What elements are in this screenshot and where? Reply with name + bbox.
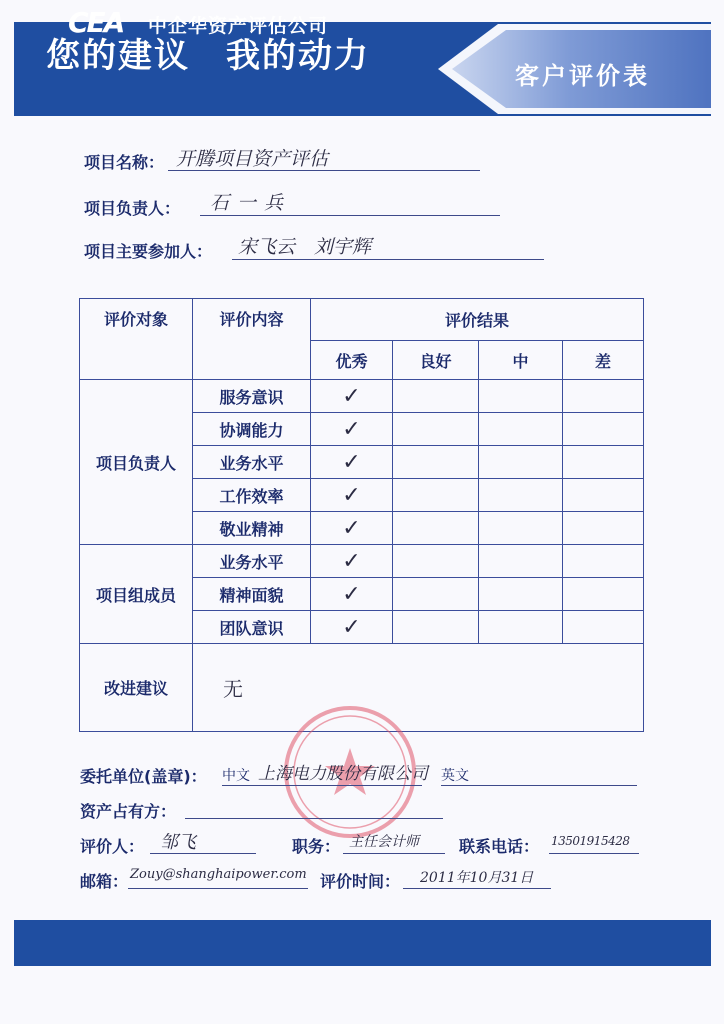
phone-line — [549, 853, 639, 854]
empty-cell — [563, 380, 644, 413]
date-line — [403, 888, 551, 889]
col-header-result: 评价结果 — [311, 299, 644, 341]
project-name-value: 开腾项目资产评估 — [176, 148, 329, 170]
empty-cell — [563, 446, 644, 479]
check-mark: ✓ — [311, 611, 393, 644]
empty-cell — [563, 512, 644, 545]
owner-line — [185, 818, 443, 819]
item-label: 业务水平 — [193, 545, 311, 578]
evaluator-label: 评价人： — [80, 837, 145, 856]
empty-cell — [563, 545, 644, 578]
client-en-label: 英文 — [441, 768, 469, 784]
project-members-label: 项目主要参加人： — [84, 242, 213, 261]
position-value: 主任会计师 — [349, 834, 419, 850]
empty-cell — [563, 413, 644, 446]
empty-cell — [393, 479, 479, 512]
empty-cell — [479, 545, 563, 578]
company-name: 中企华资产评估公司 — [148, 15, 329, 37]
empty-cell — [479, 578, 563, 611]
header-slogan: 您的建议 我的动力 — [46, 36, 370, 76]
empty-cell — [479, 380, 563, 413]
project-leader-label: 项目负责人： — [84, 199, 181, 218]
check-mark: ✓ — [311, 545, 393, 578]
phone-value: 13501915428 — [551, 834, 630, 848]
empty-cell — [479, 413, 563, 446]
item-label: 精神面貌 — [193, 578, 311, 611]
empty-cell — [393, 413, 479, 446]
check-mark: ✓ — [311, 578, 393, 611]
client-en-line — [441, 785, 637, 786]
phone-label: 联系电话： — [459, 837, 540, 856]
email-line — [128, 888, 308, 889]
empty-cell — [479, 611, 563, 644]
empty-cell — [563, 611, 644, 644]
col-header-content: 评价内容 — [193, 299, 311, 380]
date-label: 评价时间： — [320, 872, 401, 891]
footer-banner — [14, 920, 711, 966]
empty-cell — [393, 578, 479, 611]
project-members-line — [232, 259, 544, 260]
col-header-object: 评价对象 — [80, 299, 193, 380]
form-title: 客户评价表 — [515, 62, 650, 90]
check-mark: ✓ — [311, 413, 393, 446]
empty-cell — [563, 479, 644, 512]
client-cn-line — [222, 785, 422, 786]
empty-cell — [479, 479, 563, 512]
email-value: Zouy@shanghaipower.com — [130, 867, 307, 882]
suggest-value: 无 — [193, 644, 644, 732]
check-mark: ✓ — [311, 380, 393, 413]
empty-cell — [563, 578, 644, 611]
grade-average: 中 — [479, 341, 563, 380]
empty-cell — [393, 446, 479, 479]
empty-cell — [479, 512, 563, 545]
check-mark: ✓ — [311, 479, 393, 512]
item-label: 工作效率 — [193, 479, 311, 512]
item-label: 服务意识 — [193, 380, 311, 413]
check-mark: ✓ — [311, 446, 393, 479]
email-label: 邮箱： — [80, 872, 129, 891]
grade-poor: 差 — [563, 341, 644, 380]
empty-cell — [479, 446, 563, 479]
evaluator-value: 邹飞 — [160, 832, 196, 853]
project-leader-line — [200, 215, 500, 216]
item-label: 团队意识 — [193, 611, 311, 644]
owner-label: 资产占有方： — [80, 802, 177, 821]
grade-excellent: 优秀 — [311, 341, 393, 380]
empty-cell — [393, 611, 479, 644]
client-cn-value: 上海电力股份有限公司 — [258, 764, 428, 784]
project-name-label: 项目名称： — [84, 153, 165, 172]
empty-cell — [393, 545, 479, 578]
item-label: 业务水平 — [193, 446, 311, 479]
position-label: 职务： — [292, 837, 341, 856]
project-members-value: 宋飞云 刘宇辉 — [238, 236, 372, 258]
position-line — [343, 853, 445, 854]
grade-good: 良好 — [393, 341, 479, 380]
project-leader-value: 石一兵 — [210, 192, 292, 214]
item-label: 协调能力 — [193, 413, 311, 446]
client-label: 委托单位(盖章)： — [80, 767, 207, 786]
check-mark: ✓ — [311, 512, 393, 545]
empty-cell — [393, 512, 479, 545]
date-value: 2011年10月31日 — [420, 870, 534, 886]
group-object-leader: 项目负责人 — [80, 380, 193, 545]
item-label: 敬业精神 — [193, 512, 311, 545]
evaluation-table — [79, 298, 644, 732]
company-logo: CEA — [68, 6, 124, 39]
empty-cell — [393, 380, 479, 413]
client-cn-label: 中文 — [222, 768, 250, 784]
group-object-members: 项目组成员 — [80, 545, 193, 644]
suggest-label: 改进建议 — [80, 644, 193, 732]
